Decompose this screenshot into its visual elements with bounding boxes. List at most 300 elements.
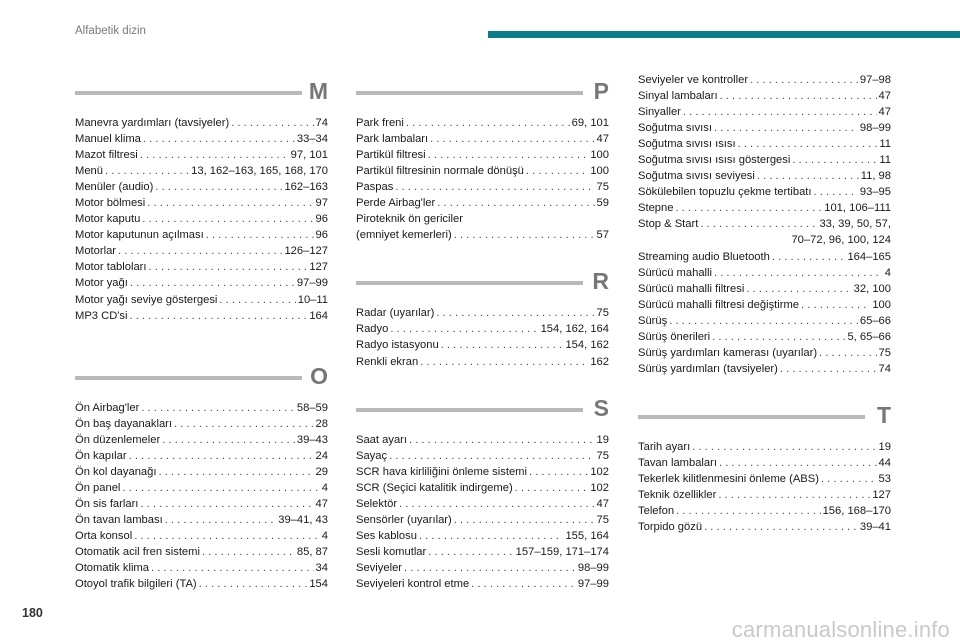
entry-page-refs: 75 [596, 307, 609, 320]
index-entry: Piroteknik ön gericiler [356, 213, 463, 226]
entry-term: Radyo [356, 323, 389, 336]
index-entry [75, 211, 328, 227]
entry-term: Radar (uyarılar) [356, 307, 435, 320]
entry-page-refs: 127 [309, 261, 328, 274]
entry-term: Orta konsol [75, 529, 133, 542]
dot-leader [712, 329, 845, 345]
entry-term: Soğutma sıvısı seviyesi [638, 170, 755, 183]
entry-page-refs: 74 [878, 362, 891, 375]
entry-term: Manuel klima [75, 133, 141, 146]
dot-leader [746, 281, 851, 297]
entry-page-refs: 100 [590, 165, 609, 178]
entry-term: Partikül filtresi [356, 149, 426, 162]
index-entry [75, 464, 328, 480]
index-entry [356, 544, 609, 560]
index-entry [75, 560, 328, 576]
dot-leader [428, 147, 589, 163]
index-entry [638, 471, 891, 487]
index-entry [75, 496, 328, 512]
dot-leader [155, 179, 282, 195]
entry-page-refs: 100 [590, 149, 609, 162]
entry-page-refs: 96 [315, 213, 328, 226]
entry-term: Sesli komutlar [356, 545, 427, 558]
index-entry [638, 281, 891, 297]
index-entry [356, 227, 609, 243]
section-rule [638, 415, 865, 419]
dot-leader [130, 308, 308, 324]
entry-term: Tarih ayarı [638, 440, 691, 453]
section-rule [75, 91, 302, 95]
index-entry [638, 104, 891, 120]
header-accent-bar [488, 31, 960, 38]
index-entry [638, 184, 891, 200]
entry-page-refs: 74 [315, 117, 328, 129]
dot-leader [454, 512, 595, 528]
entry-page-refs: 11, 98 [860, 170, 891, 183]
index-entry [356, 464, 609, 480]
dot-leader [714, 120, 858, 136]
entry-page-refs: 59 [596, 197, 609, 210]
entry-term: Selektör [356, 497, 398, 510]
index-entry [638, 152, 891, 168]
entry-page-refs: 162 [590, 355, 609, 368]
entry-term: Ön kol dayanağı [75, 465, 157, 478]
dot-leader [792, 152, 877, 168]
dot-leader [147, 195, 313, 211]
entry-page-refs: 34 [315, 562, 328, 575]
dot-leader [720, 88, 877, 104]
entry-page-refs: 85, 87 [296, 546, 328, 559]
entry-page-refs: 29 [315, 465, 328, 478]
entry-page-refs: 19 [878, 440, 891, 453]
entry-term: Saat ayarı [356, 433, 407, 446]
index-entry [638, 88, 891, 104]
section-header-t [638, 399, 891, 432]
index-entry [356, 195, 609, 211]
dot-leader [419, 528, 563, 544]
entry-term: Perde Airbag'ler [356, 197, 436, 210]
entry-term: MP3 CD'si [75, 309, 128, 322]
entry-page-refs: 100 [872, 298, 891, 311]
entry-page-refs: 96 [315, 229, 328, 242]
entry-term: Stop & Start [638, 218, 699, 231]
entry-term: Sürücü mahalli filtresi değiştirme [638, 298, 800, 311]
entry-list-p [356, 115, 609, 243]
entry-term: Motor tabloları [75, 261, 147, 274]
dot-leader [406, 115, 570, 131]
index-entry [638, 72, 891, 88]
dot-leader [140, 496, 313, 512]
index-entry [75, 480, 328, 496]
index-entry [356, 131, 609, 147]
index-column-2 [356, 75, 609, 592]
entry-term: Tavan lambaları [638, 456, 717, 469]
index-entry [356, 512, 609, 528]
entry-page-refs: 4 [884, 266, 891, 279]
index-entry [75, 416, 328, 432]
index-entry [75, 243, 328, 259]
entry-term: Ön kapılar [75, 449, 127, 462]
index-entry [75, 292, 328, 308]
entry-term: SCR hava kirliliğini önleme sistemi [356, 465, 527, 478]
dot-leader [143, 131, 295, 147]
entry-list-t [638, 439, 891, 535]
index-entry [75, 179, 328, 195]
index-entry [75, 227, 328, 243]
entry-term: Soğutma sıvısı ısısı [638, 138, 736, 151]
index-entry [638, 265, 891, 281]
entry-term: Sinyal lambaları [638, 90, 718, 103]
entry-term: Renkli ekran [356, 355, 419, 368]
entry-term: Menü [75, 165, 103, 178]
section-letter: M [308, 78, 328, 104]
dot-leader [430, 131, 594, 147]
entry-page-refs: 98–99 [859, 122, 891, 135]
entry-page-refs: 102 [590, 481, 609, 494]
index-entry [638, 439, 891, 455]
index-entry-continuation: 70–72, 96, 100, 124 [791, 234, 891, 247]
entry-term: Otomatik acil fren sistemi [75, 546, 200, 559]
dot-leader [692, 439, 876, 455]
dot-leader [202, 544, 295, 560]
index-entry [75, 308, 328, 324]
index-entry [75, 195, 328, 211]
entry-page-refs: 97, 101 [290, 149, 328, 162]
entry-term: Soğutma sıvısı ısısı göstergesi [638, 154, 791, 167]
entry-page-refs: 4 [321, 481, 328, 494]
dot-leader [683, 104, 877, 120]
entry-page-refs: 126–127 [284, 245, 328, 258]
dot-leader [780, 361, 877, 377]
dot-leader [515, 480, 589, 496]
dot-leader [738, 136, 878, 152]
dot-leader [118, 243, 282, 259]
section-letter: R [592, 268, 609, 295]
index-entry [638, 345, 891, 361]
dot-leader [140, 147, 289, 163]
entry-term: Sayaç [356, 449, 388, 462]
entry-term: Mazot filtresi [75, 149, 138, 162]
dot-leader [219, 292, 295, 308]
entry-page-refs: 47 [596, 497, 609, 510]
entry-page-refs: 58–59 [296, 401, 328, 414]
index-entry [638, 313, 891, 329]
entry-term: Teknik özellikler [638, 489, 717, 502]
index-entry [356, 115, 609, 131]
entry-term: Ön panel [75, 481, 121, 494]
entry-term: SCR (Seçici katalitik indirgeme) [356, 481, 513, 494]
dot-leader [436, 305, 594, 321]
dot-leader [134, 528, 320, 544]
dot-leader [231, 115, 313, 131]
section-letter: P [593, 78, 609, 104]
entry-page-refs: 69, 101 [571, 117, 609, 129]
entry-page-refs: 65–66 [859, 314, 891, 327]
dot-leader [105, 163, 189, 179]
entry-term: Motor kaputunun açılması [75, 229, 204, 242]
entry-term: Sürüş yardımları kamerası (uyarılar) [638, 346, 818, 359]
entry-page-refs: 97–99 [577, 577, 609, 590]
page-header-title: Alfabetik dizin [75, 25, 146, 37]
entry-term: Park lambaları [356, 133, 429, 146]
section-rule [356, 281, 583, 285]
entry-term: Sürüş [638, 314, 668, 327]
entry-page-refs: 39–41, 43 [278, 513, 328, 526]
dot-leader [441, 337, 564, 353]
entry-page-refs: 53 [878, 472, 891, 485]
index-entry [356, 321, 609, 337]
entry-term: Tekerlek kilitlenmesini önleme (ABS) [638, 472, 819, 485]
entry-page-refs: 11 [879, 154, 891, 167]
index-entry [75, 448, 328, 464]
index-entry [638, 361, 891, 377]
entry-term: Ön sis farları [75, 497, 139, 510]
entry-term: Motor bölmesi [75, 197, 146, 210]
entry-page-refs: 97–98 [859, 74, 891, 86]
index-entry [356, 305, 609, 321]
entry-term: Ön tavan lambası [75, 513, 163, 526]
entry-page-refs: 93–95 [859, 186, 891, 199]
dot-leader [122, 480, 319, 496]
section-rule [356, 408, 583, 412]
entry-page-refs: 11 [879, 138, 891, 151]
dot-leader [129, 448, 314, 464]
entry-page-refs: 47 [878, 106, 891, 119]
index-entry [356, 337, 609, 353]
dot-leader [819, 345, 877, 361]
section-rule [75, 376, 302, 380]
dot-leader [814, 184, 858, 200]
dot-leader [206, 227, 314, 243]
dot-leader [151, 560, 314, 576]
entry-term: Motor yağı [75, 277, 128, 290]
entry-term: Radyo istasyonu [356, 339, 439, 352]
entry-page-refs: 75 [596, 449, 609, 462]
entry-page-refs: 75 [878, 346, 891, 359]
entry-term: Manevra yardımları (tavsiyeler) [75, 117, 230, 129]
index-entry [356, 147, 609, 163]
dot-leader [719, 455, 877, 471]
section-letter: S [593, 394, 609, 421]
index-entry [356, 576, 609, 592]
entry-term: Sensörler (uyarılar) [356, 513, 452, 526]
dot-leader [389, 448, 594, 464]
entry-term: Ön baş dayanakları [75, 417, 173, 430]
index-entry [356, 163, 609, 179]
index-entry [75, 259, 328, 275]
entry-page-refs: 19 [596, 433, 609, 446]
entry-page-refs: 164 [309, 309, 328, 322]
dot-leader [676, 503, 820, 519]
section-letter: O [310, 362, 328, 389]
entry-term: Sürücü mahalli [638, 266, 712, 279]
entry-page-refs: 155, 164 [565, 529, 609, 542]
index-entry [75, 275, 328, 291]
entry-term: Motor kaputu [75, 213, 141, 226]
index-entry [638, 487, 891, 503]
dot-leader [390, 321, 538, 337]
dot-leader [772, 249, 846, 265]
watermark: carmanualsonline.info [731, 617, 950, 642]
dot-leader [801, 297, 870, 313]
entry-list-o [75, 400, 328, 593]
index-entry [638, 329, 891, 345]
entry-term: Otoyol trafik bilgileri (TA) [75, 578, 197, 591]
dot-leader [669, 313, 858, 329]
dot-leader [714, 265, 883, 281]
entry-page-refs: 101, 106–111 [824, 202, 891, 215]
entry-page-refs: 5, 65–66 [847, 330, 891, 343]
dot-leader [142, 211, 313, 227]
entry-page-refs: 127 [872, 489, 891, 502]
dot-leader [141, 400, 295, 416]
entry-page-refs: 10–11 [297, 293, 328, 306]
page-number: 180 [22, 606, 43, 620]
index-entry [356, 354, 609, 370]
dot-leader [750, 72, 858, 88]
entry-term: Stepne [638, 202, 674, 215]
index-entry [75, 544, 328, 560]
entry-page-refs: 75 [596, 513, 609, 526]
entry-page-refs: 39–43 [296, 433, 328, 446]
index-entry [75, 512, 328, 528]
entry-term: Motorlar [75, 245, 117, 258]
entry-page-refs: 32, 100 [853, 282, 891, 295]
dot-leader [162, 432, 295, 448]
section-header-m [75, 75, 328, 108]
dot-leader [675, 200, 822, 216]
index-entry [638, 168, 891, 184]
dot-leader [395, 179, 594, 195]
dot-leader [821, 471, 877, 487]
entry-page-refs: 4 [321, 529, 328, 542]
dot-leader [471, 576, 576, 592]
index-entry [356, 448, 609, 464]
entry-page-refs: 24 [315, 449, 328, 462]
entry-page-refs: 33–34 [296, 133, 328, 146]
entry-term: Menüler (audio) [75, 181, 154, 194]
dot-leader [130, 275, 295, 291]
section-rule [356, 91, 583, 95]
entry-page-refs: 75 [596, 181, 609, 194]
entry-page-refs: 162–163 [284, 181, 328, 194]
entry-term: Sürücü mahalli filtresi [638, 282, 745, 295]
entry-page-refs: 44 [878, 456, 891, 469]
index-column-3 [638, 72, 891, 535]
index-entry [638, 503, 891, 519]
entry-term: Sürüş önerileri [638, 330, 711, 343]
dot-leader [199, 576, 308, 592]
index-entry [75, 528, 328, 544]
entry-page-refs: 28 [315, 417, 328, 430]
dot-leader [428, 544, 513, 560]
index-entry [75, 432, 328, 448]
index-entry [638, 136, 891, 152]
dot-leader [704, 519, 858, 535]
entry-page-refs: 154, 162, 164 [540, 323, 609, 336]
index-entry [356, 179, 609, 195]
entry-page-refs: 57 [596, 229, 609, 242]
entry-page-refs: 98–99 [577, 561, 609, 574]
entry-term: Otomatik klima [75, 562, 149, 575]
entry-page-refs: 47 [315, 497, 328, 510]
dot-leader [409, 432, 595, 448]
entry-list-s [356, 432, 609, 592]
entry-term: Seviyeler ve kontroller [638, 74, 749, 86]
dot-leader [718, 487, 870, 503]
entry-page-refs: 13, 162–163, 165, 168, 170 [191, 165, 328, 178]
dot-leader [437, 195, 594, 211]
section-header-p [356, 75, 609, 108]
dot-leader [404, 560, 576, 576]
entry-page-refs: 156, 168–170 [822, 505, 891, 518]
index-entry [638, 455, 891, 471]
entry-list-r [356, 305, 609, 369]
section-header-r [356, 265, 609, 298]
entry-term: Sürüş yardımları (tavsiyeler) [638, 362, 778, 375]
dot-leader [399, 496, 595, 512]
dot-leader [420, 354, 588, 370]
entry-term: Paspas [356, 181, 394, 194]
entry-term: Ön Airbag'ler [75, 401, 140, 414]
index-entry [75, 576, 328, 592]
entry-page-refs: 33, 39, 50, 57, [819, 218, 891, 231]
dot-leader [174, 416, 314, 432]
index-entry [356, 496, 609, 512]
dot-leader [149, 259, 308, 275]
entry-term: Streaming audio Bluetooth [638, 250, 770, 263]
index-entry [356, 432, 609, 448]
section-header-o [75, 360, 328, 393]
index-entry [75, 400, 328, 416]
index-entry [356, 480, 609, 496]
index-entry [75, 115, 328, 131]
entry-term: Sinyaller [638, 106, 681, 119]
index-entry [638, 120, 891, 136]
entry-page-refs: 102 [590, 465, 609, 478]
entry-term: Torpido gözü [638, 521, 703, 534]
entry-term: Sökülebilen topuzlu çekme tertibatı [638, 186, 812, 199]
index-entry [638, 216, 891, 232]
entry-term: Ses kablosu [356, 529, 417, 542]
index-entry [75, 147, 328, 163]
index-entry [356, 560, 609, 576]
entry-page-refs: 157–159, 171–174 [515, 545, 609, 558]
entry-term: Seviyeler [356, 561, 403, 574]
index-entry [75, 131, 328, 147]
dot-leader [529, 464, 588, 480]
entry-page-refs: 47 [878, 90, 891, 103]
index-entry [638, 249, 891, 265]
dot-leader [526, 163, 588, 179]
entry-term: Telefon [638, 505, 675, 518]
entry-page-refs: 39–41 [859, 521, 891, 534]
entry-term: Seviyeleri kontrol etme [356, 577, 470, 590]
entry-term: Park freni [356, 117, 404, 129]
index-entry [638, 200, 891, 216]
entry-page-refs: 154, 162 [565, 339, 609, 352]
entry-page-refs: 154 [309, 578, 328, 591]
entry-term: (emniyet kemerleri) [356, 229, 452, 242]
entry-term: Ön düzenlemeler [75, 433, 161, 446]
index-entry [356, 528, 609, 544]
dot-leader [158, 464, 313, 480]
dot-leader [757, 168, 859, 184]
section-header-s [356, 392, 609, 425]
entry-page-refs: 97–99 [296, 277, 328, 290]
entry-list-m [75, 115, 328, 324]
entry-page-refs: 164–165 [847, 250, 891, 263]
